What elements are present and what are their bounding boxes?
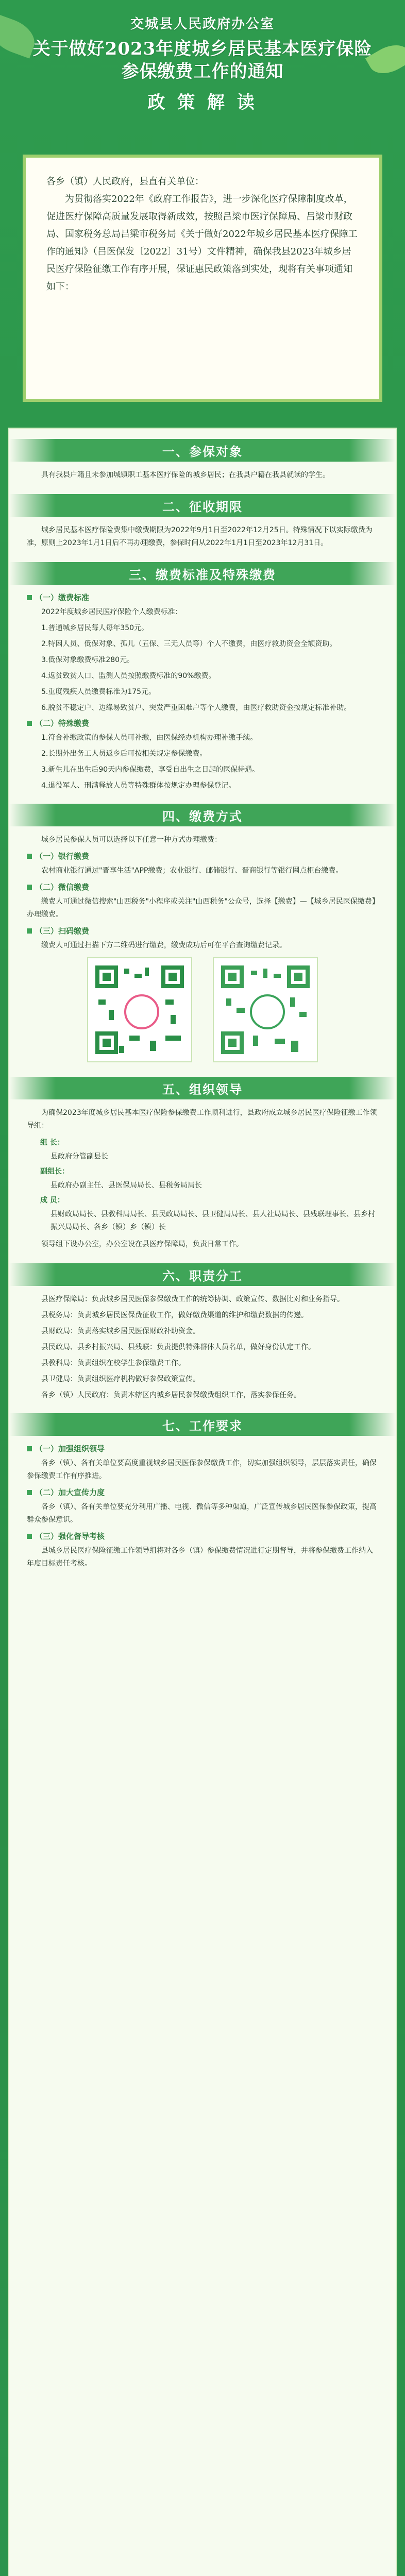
subsection-label: （一）加强组织领导 (35, 1444, 105, 1453)
subsection-label: （二）微信缴费 (35, 883, 90, 892)
subsection-title (9, 592, 396, 603)
list-item: 县卫健局：负责组织医疗机构做好参保政策宣传。 (41, 1375, 200, 1383)
section-title: 四、缴费方式 (9, 804, 396, 826)
notice-title-line-1: 关于做好2023年度城乡居民基本医疗保险 (32, 39, 373, 59)
leadership-list (9, 1137, 396, 1234)
section-4 (9, 795, 396, 1062)
section-text: 各乡（镇）、各有关单位要充分利用广播、电视、微信等多种渠道，广泛宣传城乡居民医保参保政策，提高群众参保意识。 (27, 1503, 377, 1524)
section-1 (9, 429, 396, 482)
section-text: 缴费人可通过微信搜索"山西税务"小程序或关注"山西税务"公众号，选择【缴费】—【城乡居民医保缴费】办理缴费。 (27, 897, 376, 919)
section-text: 为确保2023年度城乡居民基本医疗保险参保缴费工作顺利进行，县政府成立城乡居民医疗保险征缴工作领导组： (27, 1109, 377, 1130)
subsection-title (9, 882, 396, 892)
list-item: 5.重度残疾人员缴费标准为175元。 (41, 688, 156, 696)
bullet-icon (27, 885, 32, 890)
qr-logo (124, 994, 159, 1029)
bullet-icon (27, 721, 32, 726)
section-text: 具有我县户籍且未参加城镇职工基本医疗保险的城乡居民；在我县户籍在我县就读的学生。 (41, 471, 330, 479)
section-text: 农村商业银行通过"晋享生活"APP缴费；农业银行、邮储银行、晋商银行等银行网点柜台缴费。 (41, 867, 343, 875)
subsection-label: （一）缴费标准 (35, 593, 90, 602)
role-members: 县政府分管副县长 (50, 1153, 108, 1161)
role-members: 县财政局局长、县教科局局长、县民政局局长、县卫健局局长、县人社局局长、县残联理事长、县乡村振兴局局长、各乡（镇）乡（镇）长 (50, 1210, 375, 1231)
section-title: 二、征收期限 (9, 494, 396, 517)
intro-paragraph: 为贯彻落实2022年《政府工作报告》，进一步深化医疗保障制度改革，促进医疗保障高质量发展取得新成效，按照吕梁市医疗保障局、吕梁市财政局、国家税务总局吕梁市税务局《关于做好2022年城乡居民基本医疗保障工作的通知》（吕医保发〔2022〕31号）文件精神，确保我县2023年城乡居民医疗保险征缴工作有序开展，保证惠民政策落到实处，现将有关事项通知如下： (46, 194, 358, 292)
bullet-icon (27, 595, 32, 600)
policy-interpretation-label: 政 策 解 读 (147, 92, 258, 113)
list-item: 3.新生儿在出生后90天内参保缴费，享受自出生之日起的医保待遇。 (41, 766, 260, 774)
qr-code-row (9, 957, 396, 1062)
section-5 (9, 1069, 396, 1251)
qr-code[interactable] (87, 957, 192, 1062)
subsection-title (9, 925, 396, 936)
notice-title (0, 38, 405, 83)
header-banner (0, 0, 405, 139)
section-text: 城乡居民参保人员可以选择以下任意一种方式办理缴费： (41, 836, 222, 844)
list-item: 2.长期外出务工人员返乡后可按相关规定参保缴费。 (41, 750, 207, 758)
list-item: 各乡（镇）人民政府：负责本辖区内城乡居民参保缴费组织工作，落实参保任务。 (41, 1391, 301, 1399)
subsection-label: （三）强化督导考核 (35, 1532, 105, 1541)
qr-logo (250, 994, 285, 1029)
list-item: 县民政局、县乡村振兴局、县残联：负责提供特殊群体人员名单，做好身份认定工作。 (41, 1343, 315, 1351)
list-item: 1.普通城乡居民每人每年350元。 (41, 624, 149, 632)
bullet-icon (27, 854, 32, 859)
section-title: 三、缴费标准及特殊缴费 (9, 562, 396, 585)
section-text: 城乡居民基本医疗保险费集中缴费期限为2022年9月1日至2022年12月25日。特殊情况下以实际缴费为准，原则上2023年1月1日后不再办理缴费，参保时间从2022年1月1日至2023年12月31日。 (27, 526, 373, 547)
subsection-title (9, 1443, 396, 1454)
section-title: 五、组织领导 (9, 1077, 396, 1099)
subsection-title (9, 851, 396, 861)
qr-code[interactable] (213, 957, 318, 1062)
role-label: 成 员： (40, 1196, 64, 1205)
subsection-label: （三）扫码缴费 (35, 926, 90, 936)
list-item: 1.符合补缴政策的参保人员可补缴，由医保经办机构办理补缴手续。 (41, 734, 258, 742)
bullet-icon (27, 928, 32, 934)
list-item: 2022年度城乡居民医疗保险个人缴费标准： (41, 608, 182, 616)
bullet-icon (27, 1490, 32, 1495)
list-item: 县财政局：负责落实城乡居民医保财政补助资金。 (41, 1327, 200, 1335)
subsection-title (9, 718, 396, 728)
list-item: 3.低保对象缴费标准280元。 (41, 656, 134, 664)
list-item: 2.特困人员、低保对象、孤儿（五保、三无人员等）个人不缴费，由医疗救助资金全额资助。 (41, 640, 337, 648)
subsection-label: （二）特殊缴费 (35, 719, 90, 728)
subsection-title (9, 1531, 396, 1541)
list-item: 县税务局：负责城乡居民医保费征收工作，做好缴费渠道的维护和缴费数据的传递。 (41, 1311, 308, 1319)
list-item: 6.脱贫不稳定户、边缘易致贫户、突发严重困难户等个人缴费，由医疗救助资金按规定标准补助。 (41, 704, 351, 712)
list-item: 4.返贫致贫人口、监测人员按照缴费标准的90%缴费。 (41, 672, 216, 680)
section-6 (9, 1255, 396, 1402)
subsection-label: （一）银行缴费 (35, 852, 90, 861)
section-text: 各乡（镇）、各有关单位要高度重视城乡居民医保参保缴费工作，切实加强组织领导，层层落实责任，确保参保缴费工作有序推进。 (27, 1459, 377, 1480)
list-item: 4.退役军人、刑满释放人员等特殊群体按规定办理参保登记。 (41, 782, 236, 790)
section-text: 缴费人可通过扫描下方二维码进行缴费，缴费成功后可在平台查询缴费记录。 (41, 941, 286, 950)
list-item: 县医疗保障局：负责城乡居民医保参保缴费工作的统筹协调、政策宣传、数据比对和业务指导。 (41, 1295, 344, 1303)
bullet-icon (27, 1534, 32, 1539)
section-2 (9, 486, 396, 550)
intro-greeting: 各乡（镇）人民政府，县直有关单位： (46, 176, 204, 187)
role-label: 副组长： (40, 1167, 69, 1176)
subsection-title (9, 1487, 396, 1498)
bullet-icon (27, 1446, 32, 1451)
section-3 (9, 554, 396, 792)
subsection-label: （二）加大宣传力度 (35, 1488, 105, 1497)
section-text: 领导组下设办公室，办公室设在县医疗保障局，负责日常工作。 (41, 1240, 243, 1248)
intro-box (23, 155, 382, 402)
role-label: 组 长： (40, 1139, 64, 1147)
section-title: 七、工作要求 (9, 1413, 396, 1436)
section-7 (9, 1405, 396, 1570)
role-members: 县政府办副主任、县医保局局长、县税务局局长 (50, 1181, 202, 1190)
section-title: 六、职责分工 (9, 1263, 396, 1286)
issuer-title: 交城县人民政府办公室 (130, 16, 275, 32)
section-title: 一、参保对象 (9, 439, 396, 462)
notice-title-line-2: 参保缴费工作的通知 (121, 61, 284, 82)
list-item: 县教科局：负责组织在校学生参保缴费工作。 (41, 1359, 185, 1367)
section-text: 县城乡居民医疗保险征缴工作领导组将对各乡（镇）参保缴费情况进行定期督导，并将参保缴费工作纳入年度目标责任考核。 (27, 1547, 373, 1568)
main-content (8, 428, 397, 2576)
